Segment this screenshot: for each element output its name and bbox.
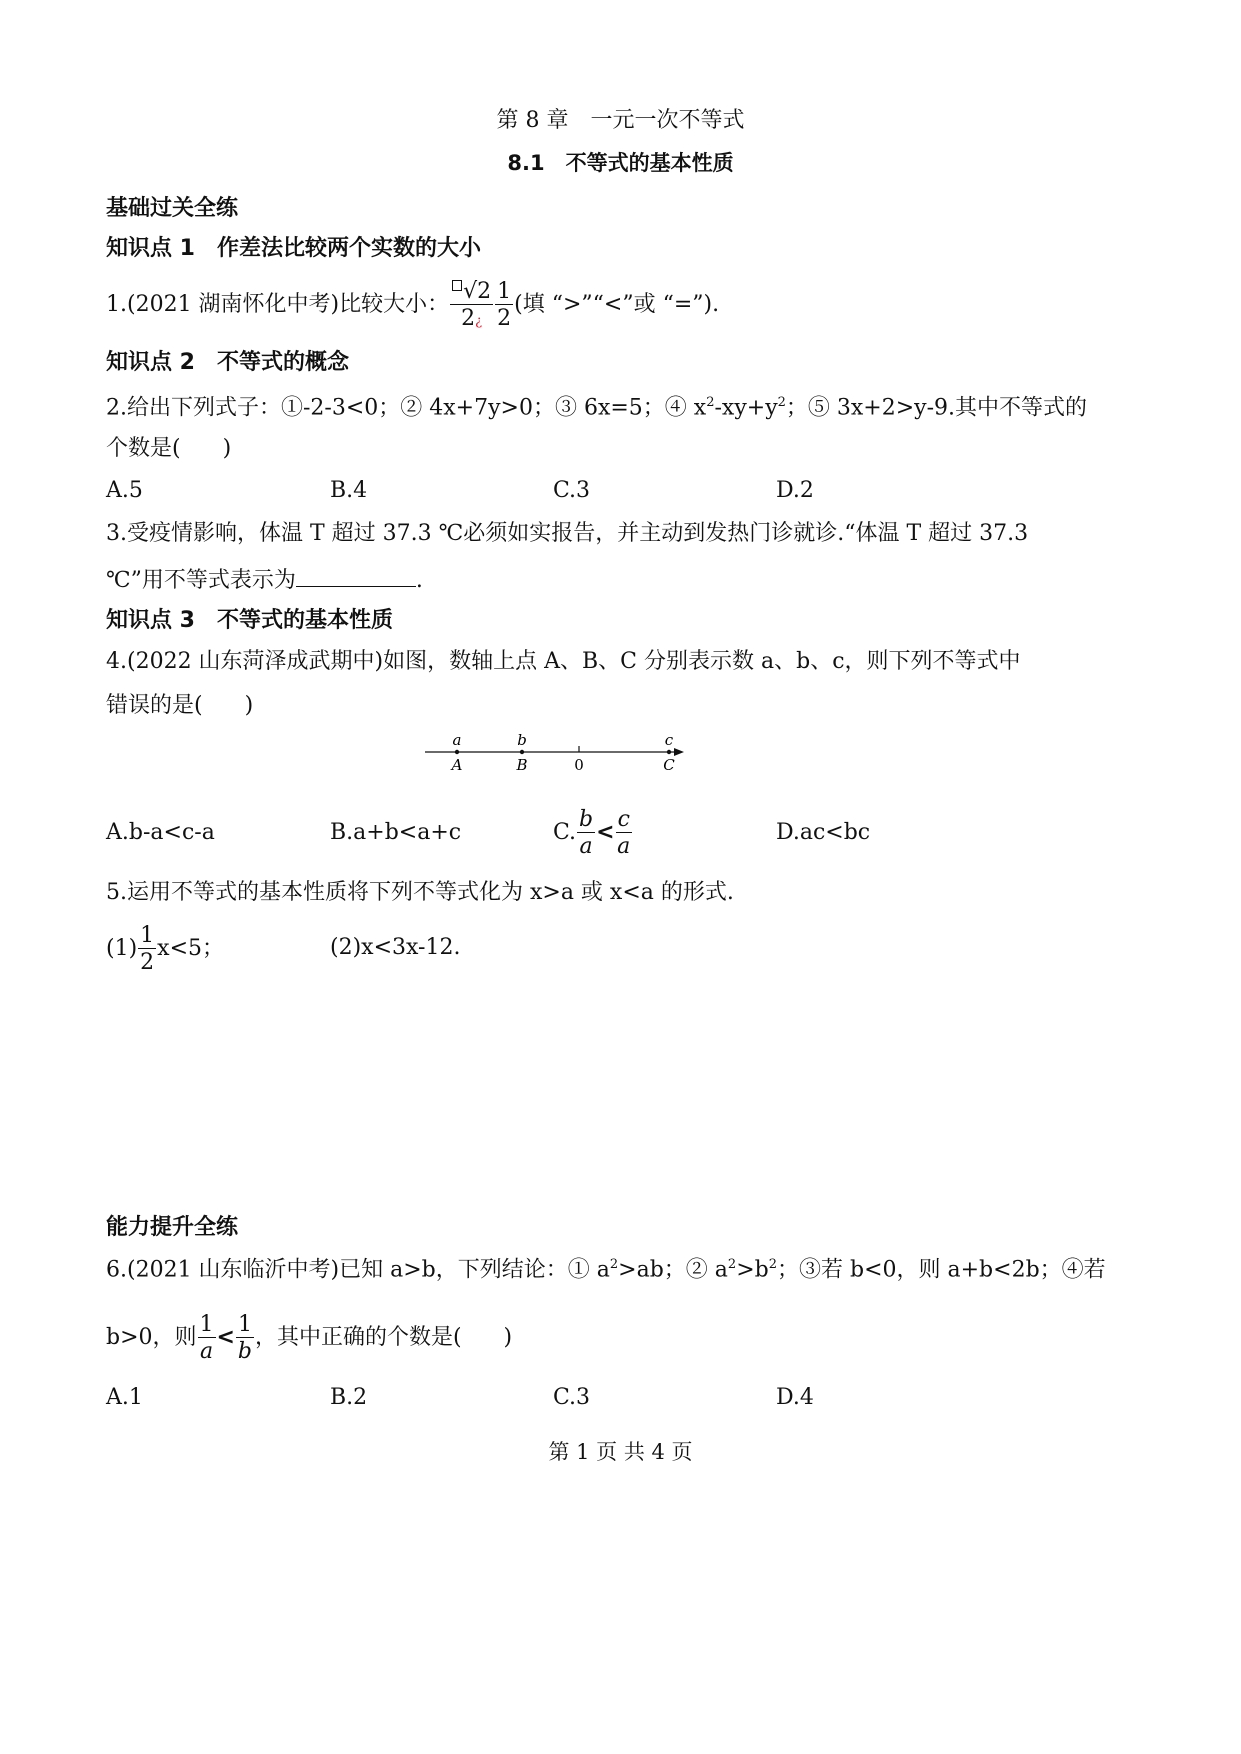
q6-option-c: C.3 xyxy=(553,1385,591,1410)
knowledge-point-3: 知识点 3 不等式的基本性质 xyxy=(106,608,393,633)
label-C: C xyxy=(663,756,675,774)
arrow-right-icon xyxy=(674,748,684,756)
q1-prefix: 1.(2021 湖南怀化中考)比较大小： xyxy=(106,292,450,318)
question-2-line-2: 个数是( ) xyxy=(106,436,232,461)
label-origin: 0 xyxy=(574,756,584,774)
question-3-line-2: ℃”用不等式表示为 . xyxy=(106,568,423,593)
q1-frac2-num: 1 xyxy=(497,279,512,304)
q4-option-b: B.a+b<a+c xyxy=(330,820,462,845)
question-6-line-2: b>0，则 $\frac{1}{a}$ < $\frac{1}{b}$ ，其中正确的个数是( ) xyxy=(106,1312,513,1365)
question-4-line-1: 4.(2022 山东菏泽成武期中)如图，数轴上点 A、B、C 分别表示数 a、b、c，则下列不等式中 xyxy=(106,649,1021,674)
q1-frac1-num: √2 xyxy=(450,280,493,305)
q2-option-c: C.3 xyxy=(553,478,591,503)
q4-optc-frac-b-over-a: $\frac{b}{a}$ xyxy=(579,807,594,860)
q4-option-d: D.ac<bc xyxy=(776,820,871,845)
label-b: b xyxy=(517,731,527,749)
point-c-dot xyxy=(667,750,671,754)
answer-blank xyxy=(296,566,416,587)
q6-frac-1-over-b: $\frac{1}{b}$ xyxy=(237,1312,252,1365)
q6-option-b: B.2 xyxy=(330,1385,368,1410)
knowledge-point-2: 知识点 2 不等式的概念 xyxy=(106,350,349,375)
question-3-line-1: 3.受疫情影响，体温 T 超过 37.3 ℃必须如实报告，并主动到发热门诊就诊.“体温 T 超过 37.3 xyxy=(106,521,1029,546)
label-c: c xyxy=(664,731,674,749)
q6-option-d: D.4 xyxy=(776,1385,814,1410)
label-B: B xyxy=(516,756,528,774)
q5-frac-1-over-2: $\frac{1}{2}$ xyxy=(140,923,155,976)
q4-option-c xyxy=(553,808,633,858)
section-title: 8.1 不等式的基本性质 xyxy=(507,151,734,175)
q4-option-c-prefix: C. xyxy=(553,820,577,846)
q1-fraction-sqrt2-over-2 xyxy=(450,280,493,330)
number-line-figure xyxy=(420,728,690,778)
q1-suffix: (填 “>”“<”或 “=”). xyxy=(514,292,720,318)
part-advanced-heading: 能力提升全练 xyxy=(106,1215,239,1240)
page-footer: 第 1 页 共 4 页 xyxy=(548,1440,693,1464)
q4-optc-frac-c-over-a: $\frac{c}{a}$ xyxy=(617,807,631,860)
label-A: A xyxy=(451,756,463,774)
question-1 xyxy=(106,280,719,330)
q5-part-2: (2)x<3x-12. xyxy=(330,935,461,960)
q1-fraction-1-over-2 xyxy=(495,280,513,330)
label-a: a xyxy=(452,731,462,749)
question-4-line-2: 错误的是( ) xyxy=(106,693,254,718)
q2-option-b: B.4 xyxy=(330,478,368,503)
q5-part-1: (1) $\frac{1}{2}$ x<5； xyxy=(106,923,225,976)
q2-option-a: A.5 xyxy=(106,478,143,503)
q1-frac1-den: 2¿ xyxy=(461,306,483,332)
missing-glyph-icon xyxy=(452,280,462,291)
q6-frac-1-over-a: $\frac{1}{a}$ xyxy=(199,1312,214,1365)
q2-option-d: D.2 xyxy=(776,478,814,503)
q4-optc-lt: < xyxy=(596,820,615,846)
point-b-dot xyxy=(520,750,524,754)
question-6-line-1: 6.(2021 山东临沂中考)已知 a>b，下列结论：① $a^2>ab$；② $a^2>b^2$；③若 b<0，则 a+b<2b；④若 xyxy=(106,1257,1106,1283)
question-5-line-1: 5.运用不等式的基本性质将下列不等式化为 x>a 或 x<a 的形式. xyxy=(106,880,734,905)
q4-option-a: A.b-a<c-a xyxy=(106,820,215,845)
q1-frac1-mark: ¿ xyxy=(475,314,483,330)
point-a-dot xyxy=(455,750,459,754)
chapter-title: 第 8 章 一元一次不等式 xyxy=(496,108,745,133)
part-basic-heading: 基础过关全练 xyxy=(106,196,239,221)
knowledge-point-1: 知识点 1 作差法比较两个实数的大小 xyxy=(106,236,481,261)
question-2-line-1: 2.给出下列式子：①-2-3<0；② 4x+7y>0；③ 6x=5；④ $x^2-xy+y^2$；⑤ 3x+2>y-9.其中不等式的 xyxy=(106,395,1088,421)
q6-option-a: A.1 xyxy=(106,1385,143,1410)
q1-frac2-den: 2 xyxy=(497,306,512,332)
